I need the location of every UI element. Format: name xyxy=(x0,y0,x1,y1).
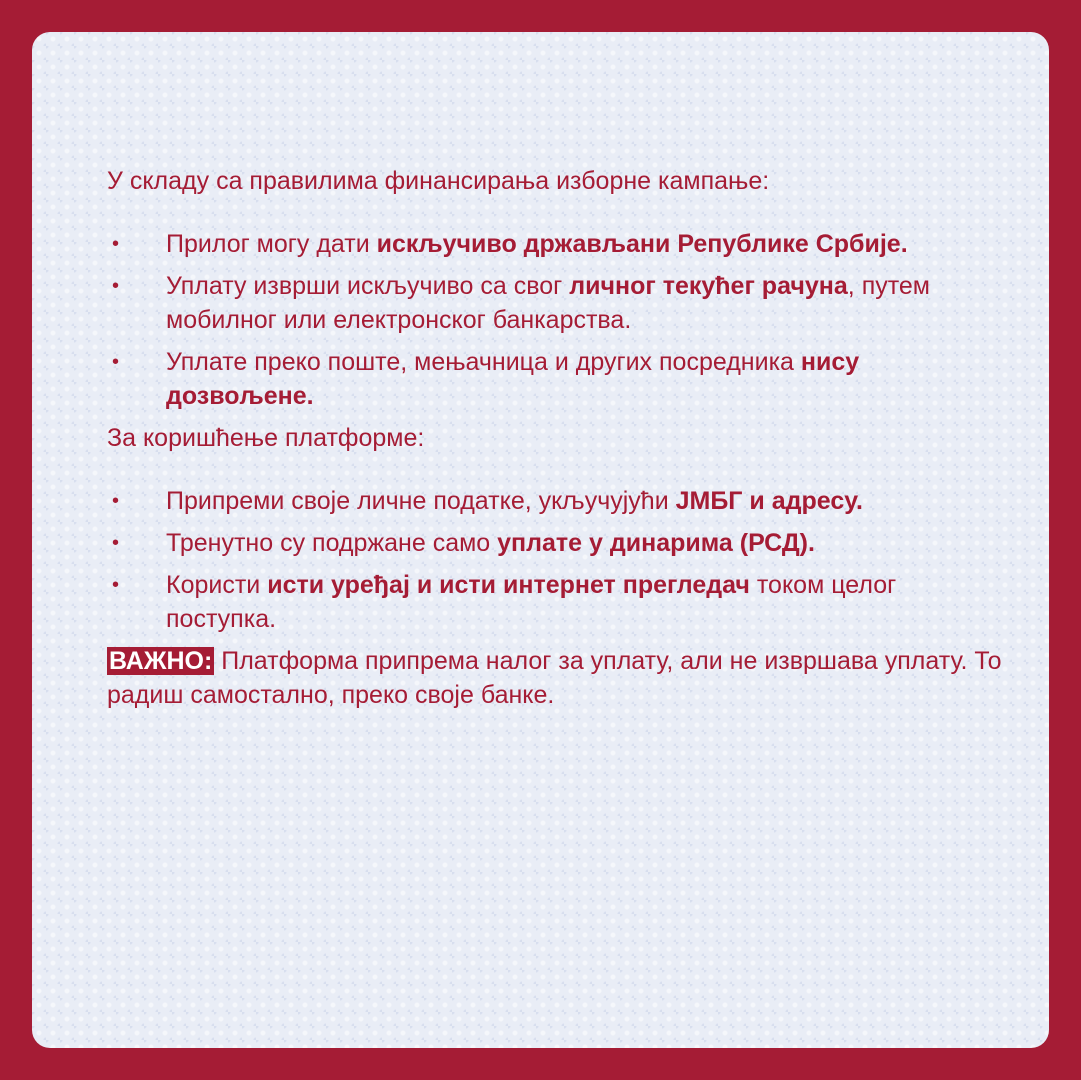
bullet-icon: • xyxy=(112,351,120,373)
platform-usage-list xyxy=(107,484,1007,636)
campaign-rules-list xyxy=(107,227,1007,413)
list-item: • Тренутно су подржане само уплате у динарима (РСД). xyxy=(107,526,1007,560)
bullet-icon: • xyxy=(112,532,120,554)
important-notice xyxy=(107,644,1007,712)
bullet-icon: • xyxy=(112,490,120,512)
list-item: • Користи исти уређај и исти интернет прегледач током целог поступка. xyxy=(107,568,1007,636)
bullet-icon: • xyxy=(112,275,120,297)
bullet-icon: • xyxy=(112,233,120,255)
list-item: • Уплату изврши искључиво са свог личног текућег рачуна, путем мобилног или електронског банкарства. xyxy=(107,269,1007,337)
campaign-rules-intro: У складу са правилима финансирања изборне кампање: xyxy=(107,167,770,195)
list-item: • Прилог могу дати искључиво држављани Републике Србије. xyxy=(107,227,1007,261)
info-content xyxy=(107,164,1007,712)
important-label: ВАЖНО: xyxy=(109,647,213,675)
list-item: • Уплате преко поште, мењачница и других посредника нису дозвољене. xyxy=(107,345,1007,413)
list-item: • Припреми своје личне податке, укључујући ЈМБГ и адресу. xyxy=(107,484,1007,518)
platform-usage-intro: За коришћење платформе: xyxy=(107,424,425,452)
content-card xyxy=(32,32,1049,1048)
bullet-icon: • xyxy=(112,574,120,596)
important-text: Платформа припрема налог за уплату, али не извршава уплату. То радиш самостално, преко своје банке. xyxy=(107,647,1002,709)
